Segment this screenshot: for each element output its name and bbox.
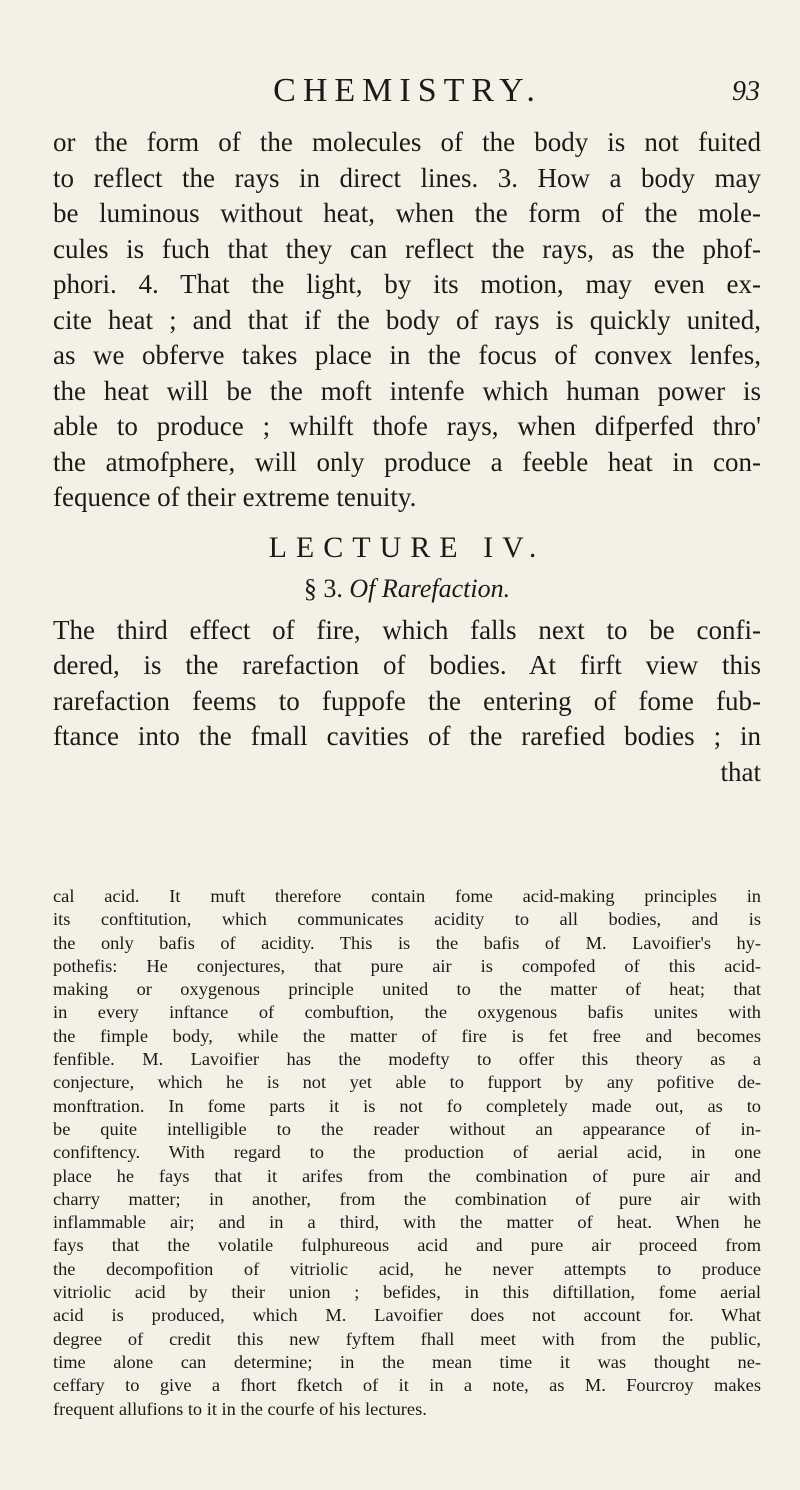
footnote-line: cal acid. It muft therefore contain fome acid-making principles in	[53, 886, 761, 906]
paragraph-continuation	[53, 125, 761, 516]
text-line: phori. 4. That the light, by its motion, may even ex-	[53, 269, 761, 299]
footnote-line: degree of credit this new fyftem fhall meet with from the public,	[53, 1328, 761, 1349]
footnote-line: pothefis: He conjectures, that pure air is compofed of this acid-	[53, 955, 761, 976]
footnote-line: monftration. In fome parts it is not fo completely made out, as to	[53, 1095, 761, 1116]
text-line: The third effect of fire, which falls next to be confi-	[53, 614, 761, 645]
footnote-line: the only bafis of acidity. This is the bafis of M. Lavoifier's hy-	[53, 932, 761, 953]
footnote-line: ceffary to give a fhort fketch of it in a note, as M. Fourcroy makes	[53, 1375, 761, 1396]
footnote-line: frequent allufions to it in the courfe of his lectures.	[53, 1398, 427, 1419]
main-text	[53, 125, 761, 790]
section-title: Of Rarefaction.	[349, 574, 511, 603]
running-title: CHEMISTRY.	[273, 72, 542, 109]
text-line: to reflect the rays in direct lines. 3. How a body may	[53, 162, 761, 193]
section-number: § 3.	[303, 574, 343, 603]
footnote-line: acid is produced, which M. Lavoifier does not account for. What	[53, 1305, 761, 1326]
text-line: the heat will be the moft intenfe which human power is	[53, 375, 761, 406]
running-head	[55, 72, 760, 112]
text-line: be luminous without heat, when the form of the mole-	[53, 198, 761, 228]
footnote-line: be quite intelligible to the reader without an appearance of in-	[53, 1118, 761, 1139]
text-line: dered, is the rarefaction of bodies. At firft view this	[53, 650, 761, 680]
text-line: fequence of their extreme tenuity.	[53, 482, 417, 512]
footnote-line: the fimple body, while the matter of fire is fet free and becomes	[53, 1025, 761, 1046]
text-line: or the form of the molecules of the body is not fuited	[53, 127, 761, 157]
footnote-line: charry matter; in another, from the combination of pure air with	[53, 1188, 761, 1209]
footnote-line: making or oxygenous principle united to the matter of heat; that	[53, 979, 761, 1000]
text-line: as we obferve takes place in the focus of convex lenfes,	[53, 340, 761, 370]
text-line: cules is fuch that they can reflect the rays, as the phof-	[53, 233, 761, 264]
text-line: rarefaction feems to fuppofe the entering of fome fub-	[53, 685, 761, 716]
footnote-line: conjecture, which he is not yet able to fupport by any pofitive de-	[53, 1072, 761, 1093]
footnote-line: in every inftance of combuftion, the oxygenous bafis unites with	[53, 1002, 761, 1023]
page-number: 93	[732, 76, 760, 107]
catchword: that	[720, 756, 761, 787]
text-line: the atmofphere, will only produce a feeble heat in con-	[53, 446, 761, 477]
footnote-line: the decompofition of vitriolic acid, he never attempts to produce	[53, 1258, 761, 1279]
footnote-line: vitriolic acid by their union ; befides, in this diftillation, fome aerial	[53, 1282, 761, 1303]
footnote-line: its conftitution, which communicates acidity to all bodies, and is	[53, 909, 761, 930]
footnote-line: fenfible. M. Lavoifier has the modefty to offer this theory as a	[53, 1049, 761, 1070]
text-line: able to produce ; whilft thofe rays, when difperfed thro'	[53, 411, 761, 441]
footnote-line: inflammable air; and in a third, with the matter of heat. When he	[53, 1212, 761, 1233]
footnote-line: place he fays that it arifes from the combination of pure air and	[53, 1165, 761, 1186]
lecture-heading: LECTURE IV.	[268, 530, 546, 564]
footnote-line: confiftency. With regard to the production of aerial acid, in one	[53, 1142, 761, 1163]
section-heading	[53, 571, 761, 607]
text-line: ftance into the fmall cavities of the rarefied bodies ; in	[53, 721, 761, 751]
footnote	[53, 885, 761, 1421]
text-line: cite heat ; and that if the body of rays is quickly united,	[53, 304, 761, 335]
paragraph-rarefaction	[53, 613, 761, 791]
footnote-line: fays that the volatile fulphureous acid and pure air proceed from	[53, 1235, 761, 1256]
footnote-line: time alone can determine; in the mean time it was thought ne-	[53, 1351, 761, 1372]
